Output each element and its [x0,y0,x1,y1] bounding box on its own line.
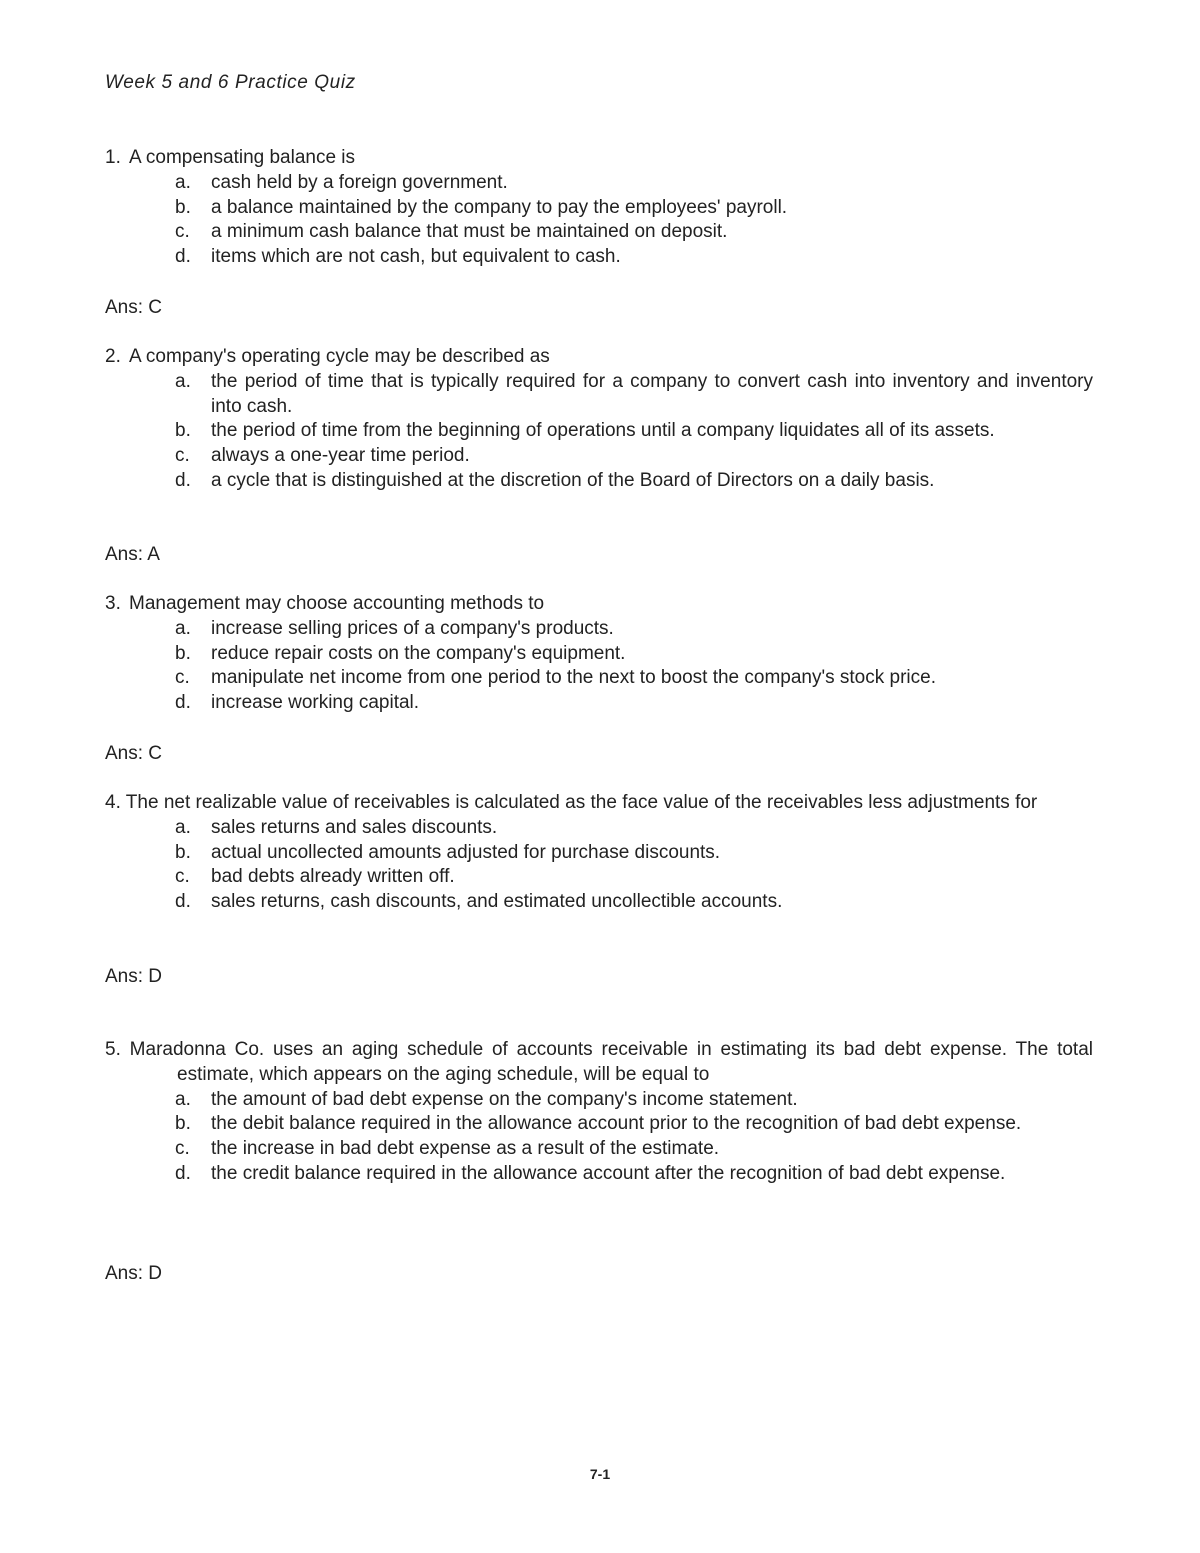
option-a [105,1088,1093,1113]
option-c [105,666,1093,691]
option-d [105,245,1093,270]
option-letter: a. [175,1088,191,1110]
option-letter: d. [175,891,191,913]
question-number: 3. [105,593,121,614]
option-text: the increase in bad debt expense as a result of the estimate. [211,1138,720,1160]
option-letter: c. [175,221,190,243]
option-c [105,444,1093,469]
option-d [105,469,1093,494]
option-text: a cycle that is distinguished at the discretion of the Board of Directors on a daily basis. [211,469,935,491]
option-text: increase working capital. [211,692,420,714]
option-text: the credit balance required in the allowance account after the recognition of bad debt expense. [211,1162,1006,1184]
option-letter: c. [175,667,190,689]
option-c [105,865,1093,890]
option-b [105,1112,1093,1137]
question-number: 1. [105,147,121,168]
question-text: Maradonna Co. uses an aging schedule of accounts receivable in estimating its bad debt expense. The total estimate, which appears on the aging schedule, will be equal to [129,1039,1093,1085]
option-c [105,220,1093,245]
option-text: items which are not cash, but equivalent to cash. [211,246,621,268]
option-text: manipulate net income from one period to the next to boost the company's stock price. [211,667,936,689]
option-letter: a. [175,617,191,639]
option-text: cash held by a foreign government. [211,171,508,193]
option-letter: a. [175,816,191,838]
option-a [105,617,1093,642]
option-text: the period of time that is typically required for a company to convert cash into inventory and inventory into cash. [211,370,1093,417]
question-3 [105,592,1093,716]
question-text: The net realizable value of receivables is calculated as the face value of the receivables less adjustments for [125,792,1038,813]
answer-1: Ans: C [105,297,163,318]
page-number: 7-1 [589,1466,611,1482]
option-letter: b. [175,841,191,863]
option-a [105,370,1093,420]
answer-4: Ans: D [105,966,163,987]
answer-5: Ans: D [105,1263,163,1284]
option-letter: c. [175,445,190,467]
option-b [105,841,1093,866]
option-list [105,171,1093,270]
question-1 [105,146,1093,270]
question-number: 2. [105,346,121,367]
option-letter: b. [175,196,191,218]
option-text: a minimum cash balance that must be maintained on deposit. [211,221,728,243]
option-text: always a one-year time period. [211,445,470,467]
option-text: bad debts already written off. [211,866,455,888]
option-letter: a. [175,370,191,392]
option-text: reduce repair costs on the company's equipment. [211,642,626,664]
option-b [105,419,1093,444]
option-text: a balance maintained by the company to pay the employees' payroll. [211,196,788,218]
question-5 [105,1038,1093,1187]
option-d [105,890,1093,915]
option-text: the amount of bad debt expense on the company's income statement. [211,1088,798,1110]
option-text: the debit balance required in the allowance account prior to the recognition of bad debt expense. [211,1113,1022,1135]
option-list [105,816,1093,915]
option-a [105,816,1093,841]
question-text: Management may choose accounting methods to [129,593,545,614]
option-list [105,1088,1093,1187]
question-text: A compensating balance is [129,147,356,168]
option-d [105,691,1093,716]
question-stem [105,345,1093,370]
option-letter: c. [175,1138,190,1160]
option-b [105,642,1093,667]
option-list [105,370,1093,494]
option-letter: d. [175,1162,191,1184]
question-stem [105,146,1093,171]
document-title: Week 5 and 6 Practice Quiz [105,72,356,93]
question-text: A company's operating cycle may be described as [129,346,550,367]
option-c [105,1137,1093,1162]
option-letter: d. [175,246,191,268]
option-letter: b. [175,1113,191,1135]
option-letter: d. [175,692,191,714]
question-stem [105,791,1093,816]
option-text: sales returns, cash discounts, and estimated uncollectible accounts. [211,891,783,913]
option-text: sales returns and sales discounts. [211,816,498,838]
question-stem [105,592,1093,617]
option-b [105,196,1093,221]
option-text: increase selling prices of a company's products. [211,617,614,639]
option-letter: a. [175,171,191,193]
option-letter: b. [175,420,191,442]
option-text: the period of time from the beginning of operations until a company liquidates all of its assets. [211,420,995,442]
answer-3: Ans: C [105,743,163,764]
option-letter: b. [175,642,191,664]
answer-2: Ans: A [105,544,160,565]
option-letter: c. [175,866,190,888]
question-number: 4. [105,792,121,813]
option-text: actual uncollected amounts adjusted for purchase discounts. [211,841,721,863]
question-2 [105,345,1093,494]
question-stem [105,1038,1093,1088]
question-number: 5. [105,1039,121,1060]
option-a [105,171,1093,196]
option-d [105,1162,1093,1187]
option-list [105,617,1093,716]
option-letter: d. [175,469,191,491]
question-4 [105,791,1093,915]
